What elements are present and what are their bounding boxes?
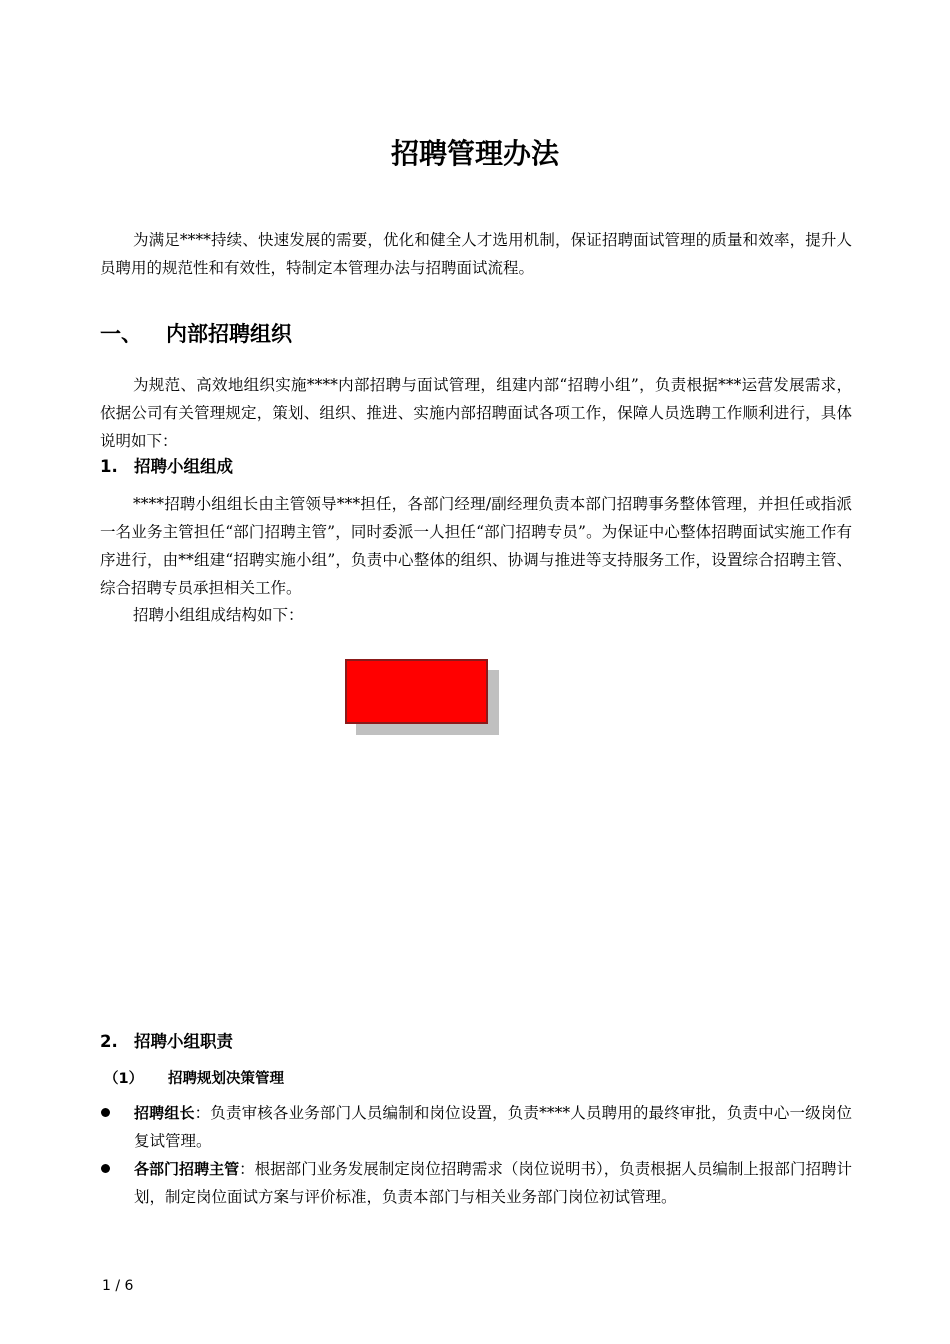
section-heading-internal-recruitment xyxy=(100,316,292,352)
subsection-number: 2. xyxy=(100,1032,118,1051)
subsection-title: 招聘小组组成 xyxy=(134,457,233,476)
subsection-title: 招聘小组职责 xyxy=(134,1032,233,1051)
subsubsection-title: 招聘规划决策管理 xyxy=(168,1071,284,1087)
subsection-heading-responsibilities xyxy=(100,1028,233,1056)
org-chart-box xyxy=(345,659,488,724)
subsection-number: 1. xyxy=(100,457,118,476)
bullet-icon xyxy=(101,1108,110,1117)
list-item xyxy=(100,1155,852,1211)
section-number: 一、 xyxy=(100,322,142,346)
subsubsection-number: （1） xyxy=(104,1071,144,1087)
subsubsection-heading-planning xyxy=(104,1066,284,1092)
intro-paragraph: 为满足****持续、快速发展的需要，优化和健全人才选用机制，保证招聘面试管理的质量和效率，提升人员聘用的规范性和有效性，特制定本管理办法与招聘面试流程。 xyxy=(100,231,852,277)
org-chart-diagram xyxy=(345,659,500,739)
list-item-term: 招聘组长 xyxy=(134,1104,195,1122)
section1-paragraph: 为规范、高效地组织实施****内部招聘与面试管理，组建内部“招聘小组”，负责根据***运营发展需求，依据公司有关管理规定，策划、组织、推进、实施内部招聘面试各项工作，保障人员选聘工作顺利进行，具体说明如下： xyxy=(100,376,852,450)
list-item-text: ：负责审核各业务部门人员编制和岗位设置，负责****人员聘用的最终审批，负责中心一级岗位复试管理。 xyxy=(134,1104,852,1150)
structure-note: 招聘小组组成结构如下： xyxy=(133,606,304,624)
section-title: 内部招聘组织 xyxy=(166,322,292,346)
page-number: 1 / 6 xyxy=(102,1278,134,1294)
list-item-text: ：根据部门业务发展制定岗位招聘需求（岗位说明书），负责根据人员编制上报部门招聘计划，制定岗位面试方案与评价标准，负责本部门与相关业务部门岗位初试管理。 xyxy=(134,1160,852,1206)
list-item xyxy=(100,1099,852,1155)
list-item-term: 各部门招聘主管 xyxy=(134,1160,240,1178)
composition-paragraph: ****招聘小组组长由主管领导***担任，各部门经理/副经理负责本部门招聘事务整体管理，并担任或指派一名业务主管担任“部门招聘主管”，同时委派一人担任“部门招聘专员”。为保证中心整体招聘面试实施工作有序进行，由**组建“招聘实施小组”，负责中心整体的组织、协调与推进等支持服务工作，设置综合招聘主管、综合招聘专员承担相关工作。 xyxy=(100,495,852,597)
bullet-icon xyxy=(101,1164,110,1173)
page-title: 招聘管理办法 xyxy=(390,137,559,170)
subsection-heading-composition xyxy=(100,453,233,481)
